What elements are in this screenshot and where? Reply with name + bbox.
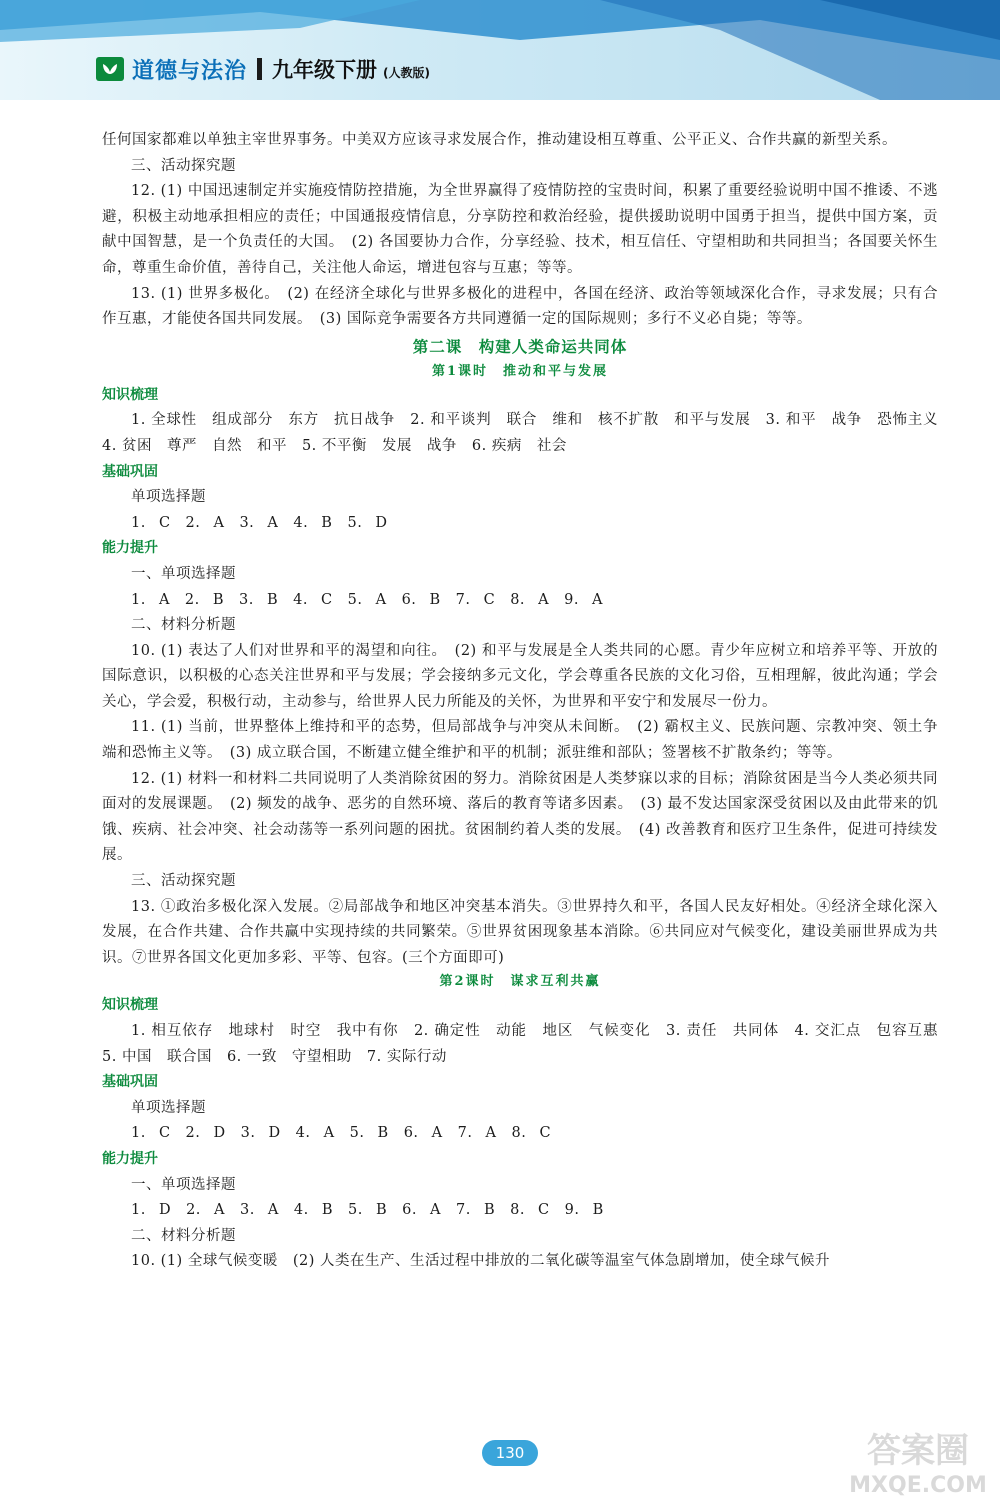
answer-paragraph: 三、活动探究题 (131, 157, 236, 174)
section-heading: 知识梳理 (102, 997, 158, 1014)
answer-paragraph: 任何国家都难以单独主宰世界事务。中美双方应该寻求发展合作，推动建设相互尊重、公平正义、合作共赢的新型关系。 (102, 132, 897, 148)
section-heading: 能力提升 (102, 1150, 158, 1167)
answer-paragraph: 13. (1) 世界多极化。 (2) 在经济全球化与世界多极化的进程中，各国在经济、政治等领域深化合作，寻求发展；只有合作互惠，才能使各国共同发展。 (3) 国际竞争需要各方共同遵循一定的国际规则；多行不义必自毙；等等。 (102, 285, 938, 328)
lesson-title: 第二课 构建人类命运共同体 (412, 337, 628, 356)
grade-title: 九年级下册 (272, 58, 378, 82)
answer-content (102, 128, 953, 1275)
answer-paragraph: 12. (1) 中国迅速制定并实施疫情防控措施，为全世界赢得了疫情防控的宝贵时间，积累了重要经验说明中国不推诿、不逃避，积极主动地承担相应的责任；中国通报疫情信息，分享防控和救治经验，提供援助说明中国勇于担当，提供中国方案，贡献中国智慧，是一个负责任的大国。 (2) 各国要协力合作，分享经验、技术，相互信任、守望相助和共同担当；各国要关怀生命，尊重生命价值，善待自己，关注他人命运，增进包容与互惠；等等。 (102, 183, 938, 276)
choice-answers: 1. C 2. A 3. A 4. B 5. D (131, 514, 388, 531)
answer-paragraph: 单项选择题 (131, 489, 206, 506)
answer-paragraph: 一、单项选择题 (131, 565, 236, 582)
answer-paragraph: 二、材料分析题 (131, 617, 236, 634)
section-heading: 能力提升 (102, 540, 158, 557)
leaf-logo-icon (96, 57, 124, 81)
svg-text:MXQE.COM: MXQE.COM (849, 1473, 987, 1498)
answer-paragraph: 1. 全球性 组成部分 东方 抗日战争 2. 和平谈判 联合 维和 核不扩散 和平与发展 3. 和平 战争 恐怖主义 4. 贫困 尊严 自然 和平 5. 不平衡 发展 战争 6. 疾病 社会 (102, 412, 953, 454)
answer-paragraph: 10. (1) 表达了人们对世界和平的渴望和向往。 (2) 和平与发展是全人类共同的心愿。青少年应树立和培养平等、开放的国际意识，以积极的心态关注世界和平与发展；学会接纳多元文化，学会尊重各民族的文化习俗，互相理解，彼此沟通；学会关心，学会爱，积极行动，主动参与，给世界人民力所能及的关怀，为世界和平安宁和发展尽一份力。 (102, 642, 938, 710)
answer-paragraph: 13. ①政治多极化深入发展。②局部战争和地区冲突基本消失。③世界持久和平，各国人民友好相处。④经济全球化深入发展，在合作共建、合作共赢中实现持续的共同繁荣。⑤世界贫困现象基本消除。⑥共同应对气候变化，建设美丽世界成为共识。⑦世界各国文化更加多彩、平等、包容。(三个方面即可) (102, 898, 938, 966)
header-banner (0, 0, 1000, 100)
section-heading: 基础巩固 (102, 1074, 158, 1091)
choice-answers: 1. A 2. B 3. B 4. C 5. A 6. B 7. C 8. A 9. A (131, 591, 604, 608)
watermark-logo (848, 1418, 988, 1502)
svg-text:答案圈: 答案圈 (867, 1431, 969, 1471)
subject-title: 道德与法治 (132, 58, 248, 84)
answer-paragraph: 12. (1) 材料一和材料二共同说明了人类消除贫困的努力。消除贫困是人类梦寐以求的目标；消除贫困是当今人类必须共同面对的发展课题。 (2) 频发的战争、恶劣的自然环境、落后的教育等诸多因素。 (3) 最不发达国家深受贫困以及由此带来的饥饿、疾病、社会冲突、社会动荡等一系列问题的困扰。贫困制约着人类的发展。 (4) 改善教育和医疗卫生条件，促进可持续发展。 (102, 770, 938, 864)
answer-paragraph: 二、材料分析题 (131, 1227, 236, 1244)
answer-paragraph: 一、单项选择题 (131, 1176, 236, 1193)
answer-paragraph: 单项选择题 (131, 1099, 206, 1116)
answer-paragraph: 10. (1) 全球气候变暖 (2) 人类在生产、生活过程中排放的二氧化碳等温室气体急剧增加，使全球气候升 (131, 1253, 830, 1270)
edition-label: (人教版) (383, 65, 430, 80)
period-title: 第1课时 推动和平与发展 (431, 363, 609, 379)
period-title: 第2课时 谋求互利共赢 (439, 974, 601, 990)
page-number: 130 (482, 1440, 538, 1466)
choice-answers: 1. C 2. D 3. D 4. A 5. B 6. A 7. A 8. C (131, 1125, 552, 1142)
answer-paragraph: 1. 相互依存 地球村 时空 我中有你 2. 确定性 动能 地区 气候变化 3. 责任 共同体 4. 交汇点 包容互惠 5. 中国 联合国 6. 一致 守望相助 7. 实际行动 (102, 1023, 953, 1065)
answer-paragraph: 11. (1) 当前，世界整体上维持和平的态势，但局部战争与冲突从未间断。 (2) 霸权主义、民族问题、宗教冲突、领土争端和恐怖主义等。 (3) 成立联合国，不断建立健全维护和平的机制；派驻维和部队；签署核不扩散条约；等等。 (102, 719, 938, 762)
title-separator (257, 58, 262, 80)
header-title (96, 52, 430, 86)
answer-paragraph: 三、活动探究题 (131, 873, 236, 890)
section-heading: 知识梳理 (102, 386, 158, 403)
choice-answers: 1. D 2. A 3. A 4. B 5. B 6. A 7. B 8. C 9. B (131, 1202, 604, 1219)
section-heading: 基础巩固 (102, 463, 158, 480)
